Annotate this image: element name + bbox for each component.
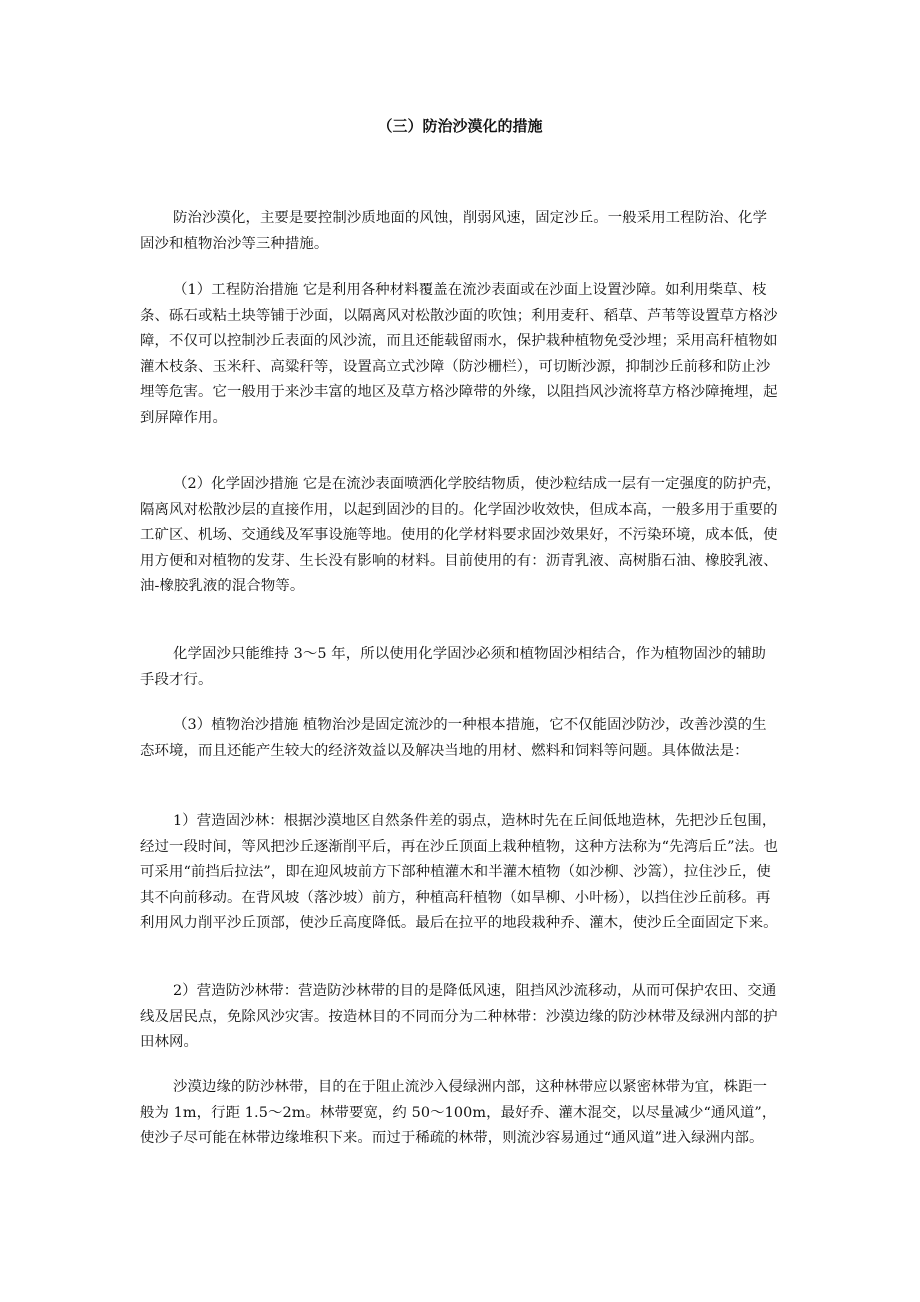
paragraph-desert-edge-belt: 沙漠边缘的防沙林带，目的在于阻止流沙入侵绿洲内部，这种林带应以紧密林带为宜，株距一般为 1m，行距 1.5～2m。林带要宽，约 50～100m，最好乔、灌木混交，以尽量减少“通风道”，使沙子尽可能在林带边缘堆积下来。而过于稀疏的林带，则流沙容易通过“通风道”进入绿洲内部。 (140, 1079, 777, 1147)
paragraph-chemical-duration: 化学固沙只能维持 3～5 年，所以使用化学固沙必须和植物固沙相结合，作为植物固沙的辅助手段才行。 (140, 646, 766, 688)
paragraph-intro: 防治沙漠化，主要是要控制沙质地面的风蚀，削弱风速，固定沙丘。一般采用工程防治、化学固沙和植物治沙等三种措施。 (140, 210, 768, 252)
document-title: （三）防治沙漠化的措施 (377, 117, 543, 135)
paragraph-engineering-measures: （1）工程防治措施 它是利用各种材料覆盖在流沙表面或在沙面上设置沙障。如利用柴草、枝条、砾石或粘土块等铺于沙面，以隔离风对松散沙面的吹蚀；利用麦秆、稻草、芦苇等设置草方格沙障，不仅可以控制沙丘表面的风沙流，而且还能载留雨水，保护栽种植物免受沙埋；采用高秆植物如灌木枝条、玉米秆、高粱秆等，设置高立式沙障（防沙栅栏），可切断沙源，抑制沙丘前移和防止沙埋等危害。它一般用于来沙丰富的地区及草方格沙障带的外缘，以阻挡风沙流将草方格沙障掩埋，起到屏障作用。 (140, 282, 778, 426)
paragraph-chemical-measures: （2）化学固沙措施 它是在流沙表面喷洒化学胶结物质，使沙粒结成一层有一定强度的防护壳，隔离风对松散沙层的直接作用，以起到固沙的目的。化学固沙收效快，但成本高，一般多用于重要的工矿区、机场、交通线及军事设施等地。使用的化学材料要求固沙效果好，不污染环境，成本低，使用方便和对植物的发芽、生长没有影响的材料。目前使用的有：沥青乳液、高树脂石油、橡胶乳液、油-橡胶乳液的混合物等。 (140, 476, 782, 595)
paragraph-windbreak-belt: 2）营造防沙林带：营造防沙林带的目的是降低风速，阻挡风沙流移动，从而可保护农田、交通线及居民点，免除风沙灾害。按造林目的不同而分为二种林带：沙漠边缘的防沙林带及绿洲内部的护田林网。 (140, 983, 778, 1051)
paragraph-plant-measures: （3）植物治沙措施 植物治沙是固定流沙的一种根本措施，它不仅能固沙防沙，改善沙漠的生态环境，而且还能产生较大的经济效益以及解决当地的用材、燃料和饲料等问题。具体做法是： (140, 717, 767, 759)
paragraph-sand-fixing-forest: 1）营造固沙林：根据沙漠地区自然条件差的弱点，造林时先在丘间低地造林，先把沙丘包围，经过一段时间，等风把沙丘逐渐削平后，再在沙丘顶面上栽种植物，这种方法称为“先湾后丘”法。也可采用“前挡后拉法”，即在迎风坡前方下部种植灌木和半灌木植物（如沙柳、沙篙），拉住沙丘，使其不向前移动。在背风坡（落沙坡）前方，种植高秆植物（如旱柳、小叶杨），以挡住沙丘前移。再利用风力削平沙丘顶部，使沙丘高度降低。最后在拉平的地段栽种乔、灌木，使沙丘全面固定下来。 (140, 813, 779, 932)
